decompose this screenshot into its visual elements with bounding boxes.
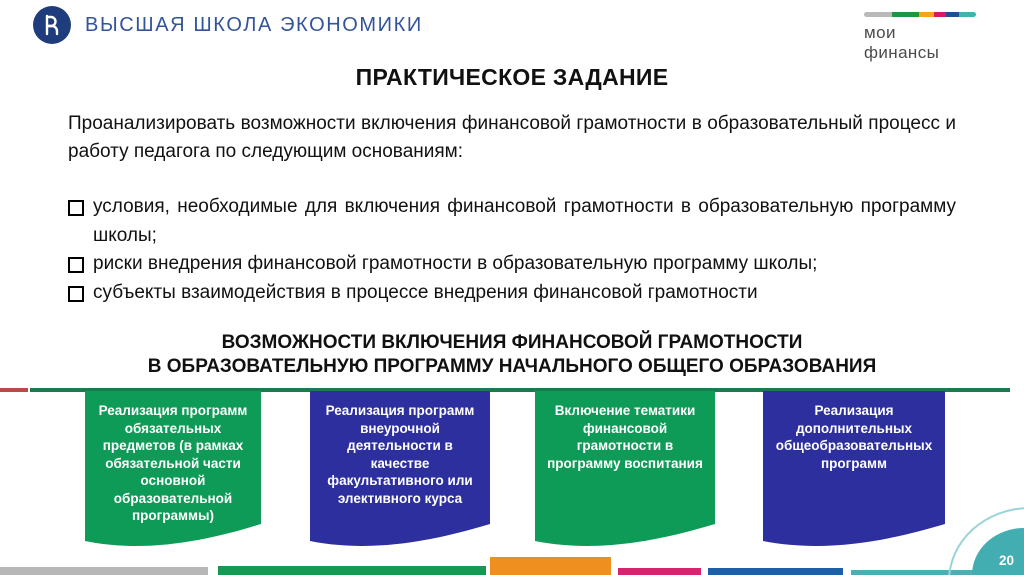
list-item-text: условия, необходимые для включения финансовой грамотности в образовательную программу школы; (93, 196, 956, 246)
list-item (68, 250, 956, 279)
bar-segment (959, 12, 976, 17)
checkbox-square-icon (68, 286, 84, 302)
checkbox-square-icon (68, 200, 84, 216)
slide-title: ПРАКТИЧЕСКОЕ ЗАДАНИЕ (355, 64, 669, 90)
banner-text: Реализация дополнительных общеобразовательных программ (775, 403, 933, 471)
section-heading (0, 331, 1024, 379)
banner-text: Включение тематики финансовой грамотности в программу воспитания (547, 403, 703, 471)
bar-segment (892, 12, 919, 17)
banner-text: Реализация программ внеурочной деятельности в качестве факультативного или элективного курса (325, 403, 475, 506)
footer-strip-segment (0, 567, 208, 575)
checkbox-square-icon (68, 257, 84, 273)
divider-red-segment (0, 388, 28, 392)
footer-strip-segment (218, 566, 486, 575)
list-item (68, 193, 956, 250)
bar-segment (919, 12, 934, 17)
ribbon-banner (763, 391, 945, 556)
banner-text: Реализация программ обязательных предметов (в рамках обязательной части основной образовательной программы) (98, 403, 248, 523)
ribbon-banner (85, 391, 261, 556)
list-item-text: субъекты взаимодействия в процессе внедрения финансовой грамотности (93, 281, 758, 303)
bar-segment (934, 12, 946, 17)
moifinansy-bar-icon (864, 12, 976, 17)
ribbon-banner (310, 391, 490, 556)
hse-logo-text: ВЫСШАЯ ШКОЛА ЭКОНОМИКИ (85, 13, 423, 36)
list-item (68, 279, 956, 308)
bar-segment (864, 12, 892, 17)
ribbon-banner (535, 391, 715, 556)
moifinansy-logo (864, 12, 976, 63)
bar-segment (946, 12, 959, 17)
intro-paragraph: Проанализировать возможности включения финансовой грамотности в образовательный процесс и работу педагога по следующим основаниям: (68, 113, 956, 162)
hse-emblem-icon (33, 6, 71, 44)
section-heading-line1: ВОЗМОЖНОСТИ ВКЛЮЧЕНИЯ ФИНАНСОВОЙ ГРАМОТНОСТИ (221, 332, 803, 353)
footer-strip-segment (708, 568, 843, 575)
hse-logo (33, 6, 423, 44)
bullet-list (68, 193, 956, 307)
list-item-text: риски внедрения финансовой грамотности в образовательную программу школы; (93, 253, 818, 274)
footer-strip-segment (490, 557, 611, 575)
footer-strip-segment (618, 568, 701, 575)
moifinansy-logo-text: мои финансы (864, 23, 940, 62)
page-number: 20 (998, 553, 1014, 568)
section-heading-line2: В ОБРАЗОВАТЕЛЬНУЮ ПРОГРАММУ НАЧАЛЬНОГО ОБЩЕГО ОБРАЗОВАНИЯ (147, 356, 877, 377)
